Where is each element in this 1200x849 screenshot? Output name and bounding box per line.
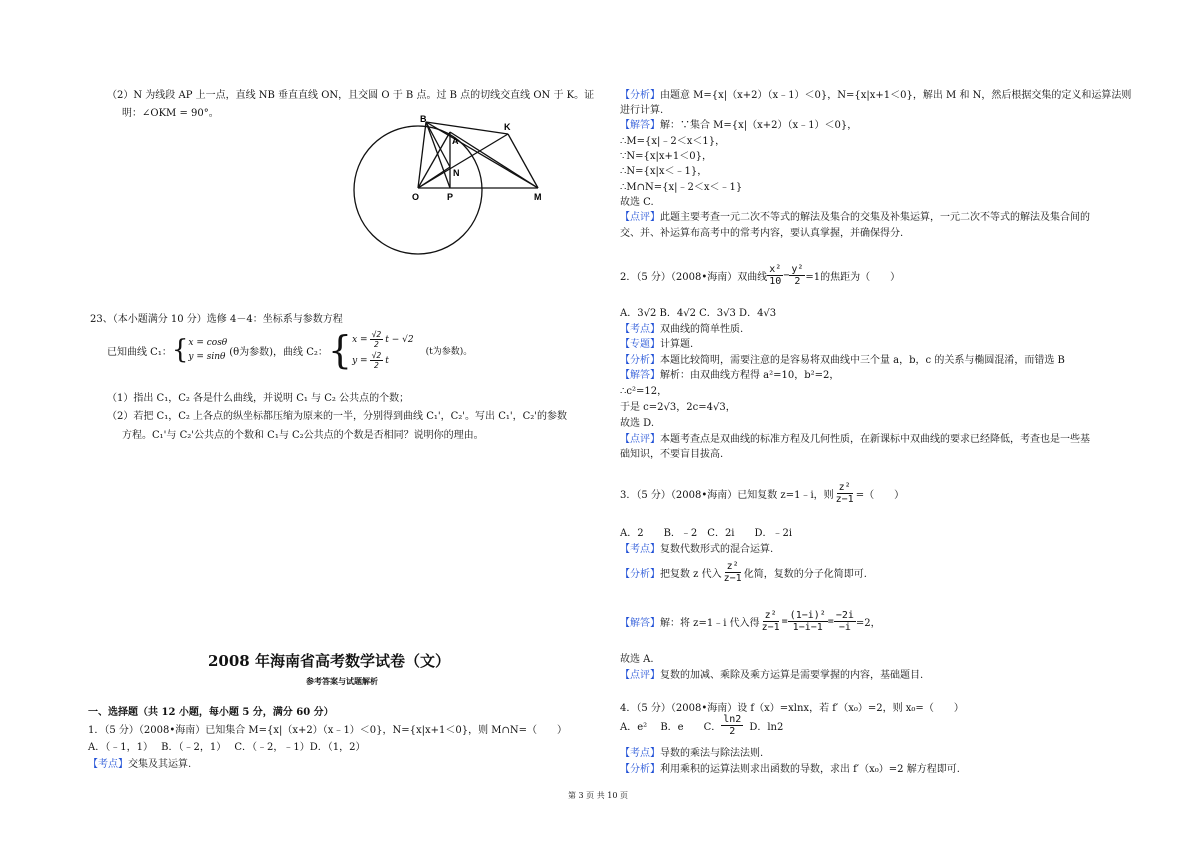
q4-kaodian: 【考点】导数的乘法与除法法则. xyxy=(620,748,764,759)
q2-solution-line1: 【解答】解析：由双曲线方程得 a²=10，b²=2， xyxy=(620,370,840,381)
label-o: O xyxy=(412,192,420,202)
label-m: M xyxy=(534,192,542,202)
q2-stem: 2．（5 分）（2008•海南）双曲线 $\frac{\text{x²}}{10}$ − $\frac{\text{y²}}{2}$ =1的焦距为（ ） xyxy=(620,264,901,287)
q2-kaodian: 【考点】双曲线的简单性质. xyxy=(620,324,744,335)
c2-brace: { xyxy=(327,328,353,372)
q22-part2-line1: （2）N 为线段 AP 上一点，直线 NB 垂直直线 ON，且交圆 O 于 B 点。过 B 点的切线交直线 ON 于 K。证 xyxy=(107,90,595,101)
q4-stem: 4．（5 分）（2008•海南）设 f（x）=xlnx，若 f′（x₀）=2，则 x₀=（ ） xyxy=(620,703,964,714)
c2-param: (t为参数)。 xyxy=(425,346,473,357)
q2-options: A．3√2 B．4√2 C．3√3 D．4√3 xyxy=(620,308,777,319)
q2-analysis: 【分析】本题比较简明，需要注意的是容易将双曲线中三个量 a，b，c 的关系与椭圆混淆，而错选 B xyxy=(620,355,1065,366)
q1-analysis-line2: 进行计算. xyxy=(620,105,664,116)
c1-brace: { xyxy=(171,335,189,365)
label-k: K xyxy=(504,122,511,132)
q3-frac: $\frac{\text{z²}}{z-1}$ xyxy=(835,482,854,505)
q2-solution-line4: 故选 D. xyxy=(620,418,655,429)
q1-solution-line5: ∴M∩N={x|﹣2＜x＜﹣1} xyxy=(620,182,743,193)
label-p: P xyxy=(447,192,454,202)
q4-frac: $\frac{\ln 2}{2}$ xyxy=(723,714,742,737)
page-footer: 第 3 页 共 10 页 xyxy=(568,791,628,800)
q1-kaodian: 【考点】交集及其运算. xyxy=(88,759,192,770)
q1-solution-line4: ∴N={x|x＜﹣1}， xyxy=(620,166,708,177)
q1-stem: 1．（5 分）（2008•海南）已知集合 M={x|（x+2）（x﹣1）＜0}，N={x|x+1＜0}，则 M∩N=（ ） xyxy=(88,725,568,736)
q2-solution-line3: 于是 c=2√3，2c=4√3， xyxy=(620,402,736,413)
q23-part1: （1）指出 C₁，C₂ 各是什么曲线，并说明 C₁ 与 C₂ 公共点的个数； xyxy=(107,393,410,404)
c2-system: x = $\frac{√2}{2}$ t − √2 y = $\frac{√2}{2}$ t xyxy=(352,330,414,370)
q3-comment: 【点评】复数的加减、乘除及乘方运算是需要掌握的内容，基础题目. xyxy=(620,670,924,681)
label-a: A xyxy=(452,136,459,146)
q1-solution-line2: ∴M={x|﹣2＜x＜1}， xyxy=(620,136,726,147)
q23-part2-line1: （2）若把 C₁，C₂ 上各点的纵坐标都压缩为原来的一半，分别得到曲线 C₁'，C₂'。写出 C₁'，C₂'的参数 xyxy=(107,411,568,422)
q3-analysis-frac: $\frac{\text{z²}}{z-1}$ xyxy=(723,561,742,584)
section-heading: 一、选择题（共 12 小题，每小题 5 分，满分 60 分） xyxy=(88,707,334,718)
tag-fenxi: 【分析】 xyxy=(620,90,660,101)
q23-part2-line2: 方程。C₁'与 C₂'公共点的个数和 C₁与 C₂公共点的个数是否相同？说明你的理由。 xyxy=(122,430,484,441)
q2-comment-line2: 础知识，不要盲目拔高. xyxy=(620,449,724,460)
q1-analysis-line1: 【分析】由题意 M={x|（x+2）（x﹣1）＜0}，N={x|x+1＜0}，解出 M 和 N，然后根据交集的定义和运算法则 xyxy=(620,90,1132,101)
tag-jieda: 【解答】 xyxy=(620,120,660,131)
answers-subtitle: 参考答案与试题解析 xyxy=(306,676,378,686)
q3-sol-frac2: $\frac{\text{(1−i)²}}{1-i-1}$ xyxy=(789,610,826,633)
q3-sol-frac1: $\frac{\text{z²}}{z-1}$ xyxy=(761,610,780,633)
q1-comment-line2: 交、并、补运算布高考中的常考内容，要认真掌握，并确保得分. xyxy=(620,228,904,239)
q3-analysis: 【分析】 把复数 z 代入 $\frac{\text{z²}}{z-1}$ 化简，复数的分子化简即可. xyxy=(620,561,867,584)
q3-solution-line2: 故选 A. xyxy=(620,654,654,665)
q1-solution-line3: ∵N={x|x+1＜0}， xyxy=(620,151,712,162)
q22-part2-line2: 明：∠OKM = 90°。 xyxy=(122,108,219,119)
q23-curve-definitions xyxy=(107,330,472,370)
geometry-figure xyxy=(340,112,560,257)
c1-system: x = cosθ y = sinθ xyxy=(188,338,228,362)
q3-options: A．2 B．﹣2 C．2i D．﹣2i xyxy=(620,528,793,539)
label-n: N xyxy=(453,168,460,178)
q4-analysis: 【分析】利用乘积的运算法则求出函数的导数，求出 f′（x₀）=2 解方程即可. xyxy=(620,764,960,775)
q3-solution: 【解答】 解：将 z=1﹣i 代入得 $\frac{\text{z²}}{z-1}$ = $\frac{\text{(1−i)²}}{1-i-1}$ = $\frac{-2i}{-i}$ =2， xyxy=(620,610,881,633)
q2-comment-line1: 【点评】本题考查点是双曲线的标准方程及几何性质，在新课标中双曲线的要求已经降低，考查也是一些基 xyxy=(620,434,1090,445)
tag-dianping: 【点评】 xyxy=(620,212,660,223)
label-b: B xyxy=(420,114,427,124)
circle-o xyxy=(354,126,482,254)
answers-title: 2008 年海南省高考数学试卷（文） xyxy=(208,652,450,670)
q3-sol-frac3: $\frac{-2i}{-i}$ xyxy=(835,610,854,633)
q2-zhuanti: 【专题】计算题. xyxy=(620,339,694,350)
q1-solution-line6: 故选 C. xyxy=(620,197,654,208)
q23-heading: 23、（本小题满分 10 分）选修 4－4：坐标系与参数方程 xyxy=(90,314,343,325)
q2-frac-x: $\frac{\text{x²}}{10}$ xyxy=(769,264,782,287)
q1-comment-line1: 【点评】此题主要考查一元二次不等式的解法及集合的交集及补集运算，一元二次不等式的解法及集合间的 xyxy=(620,212,1090,223)
q4-options: A．e² B．e C． $\frac{\ln 2}{2}$ D．ln2 xyxy=(620,714,784,737)
c1-param: (θ为参数)，曲线 C₂： xyxy=(229,346,328,358)
c1-label: 已知曲线 C₁： xyxy=(107,346,172,358)
q3-stem: 3．（5 分）（2008•海南）已知复数 z=1﹣i，则 $\frac{\text{z²}}{z-1}$ =（ ） xyxy=(620,482,905,505)
q1-solution-line1: 【解答】解：∵集合 M={x|（x+2）（x﹣1）＜0}， xyxy=(620,120,858,131)
q3-kaodian: 【考点】复数代数形式的混合运算. xyxy=(620,544,774,555)
q2-frac-y: $\frac{\text{y²}}{2}$ xyxy=(791,264,804,287)
q2-solution-line2: ∴c²=12， xyxy=(620,386,668,397)
tag-kaodian: 【考点】 xyxy=(88,759,128,770)
q1-options: A．（﹣1，1） B．（﹣2，1） C．（﹣2，﹣1）D．（1，2） xyxy=(88,742,366,753)
